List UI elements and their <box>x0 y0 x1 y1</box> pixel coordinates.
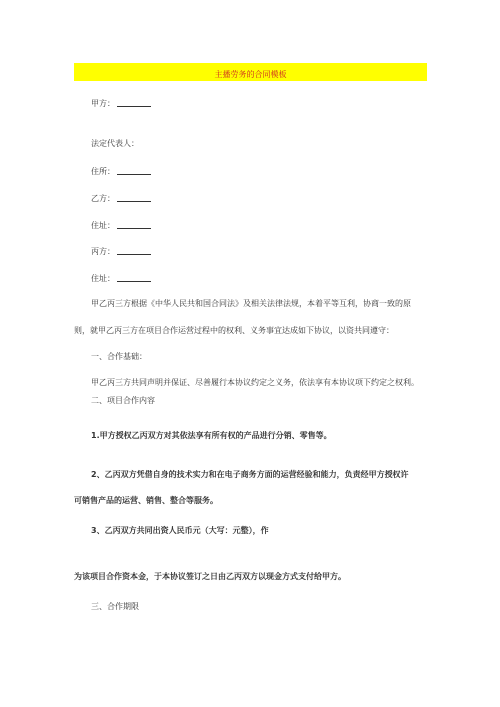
address-b-line <box>91 220 151 231</box>
item-2-line-1: 2、乙丙双方凭借自身的技术实力和在电子商务方面的运营经验和能力，负责经甲方授权许 <box>91 470 409 479</box>
item-3-continued: 为该项目合作资本金，于本协议签订之日由乙丙双方以现金方式支付给甲方。 <box>74 572 346 581</box>
party-c-blank <box>117 246 151 255</box>
party-a-blank <box>117 98 151 107</box>
party-b-line <box>91 193 151 204</box>
title-bar <box>74 63 427 81</box>
party-b-label: 乙方： <box>91 194 115 203</box>
address-a-blank <box>117 166 151 175</box>
intro-line-2: 则，就甲乙丙三方在项目合作运营过程中的权利、义务事宜达成如下协议，以资共同遵守： <box>74 326 394 335</box>
intro-line-1: 甲乙丙三方根据《中华人民共和国合同法》及相关法律法规，本着平等互利，协商一致的原 <box>91 299 411 308</box>
section3-heading: 三、合作期限 <box>91 602 139 611</box>
address-c-label: 住址： <box>91 274 115 283</box>
document-title: 主播劳务的合同模板 <box>214 70 287 79</box>
section1-body: 甲乙丙三方共同声明并保证、尽善履行本协议约定之义务，依法享有本协议项下约定之权利。 <box>91 378 419 387</box>
legal-rep-line <box>91 139 139 149</box>
party-b-blank <box>117 193 151 202</box>
party-c-line <box>91 246 151 257</box>
address-a-label: 住所： <box>91 167 115 176</box>
address-a-line <box>91 166 151 177</box>
party-a-label: 甲方： <box>91 99 115 108</box>
address-b-blank <box>117 220 151 229</box>
item-3: 3、乙丙双方共同出资人民币元（大写：元整），作 <box>91 526 269 535</box>
section1-heading: 一、合作基础： <box>91 352 147 361</box>
item-1: 1.甲方授权乙丙双方对其依法享有所有权的产品进行分销、零售等。 <box>91 431 332 440</box>
address-b-label: 住址： <box>91 221 115 230</box>
address-c-line <box>91 273 151 284</box>
legal-rep-label: 法定代表人： <box>91 139 139 148</box>
party-a-line <box>91 98 151 109</box>
section2-heading: 二、项目合作内容 <box>91 396 155 405</box>
address-c-blank <box>117 273 151 282</box>
party-c-label: 丙方： <box>91 247 115 256</box>
item-2-line-2: 可销售产品的运营、销售、整合等服务。 <box>74 496 218 505</box>
